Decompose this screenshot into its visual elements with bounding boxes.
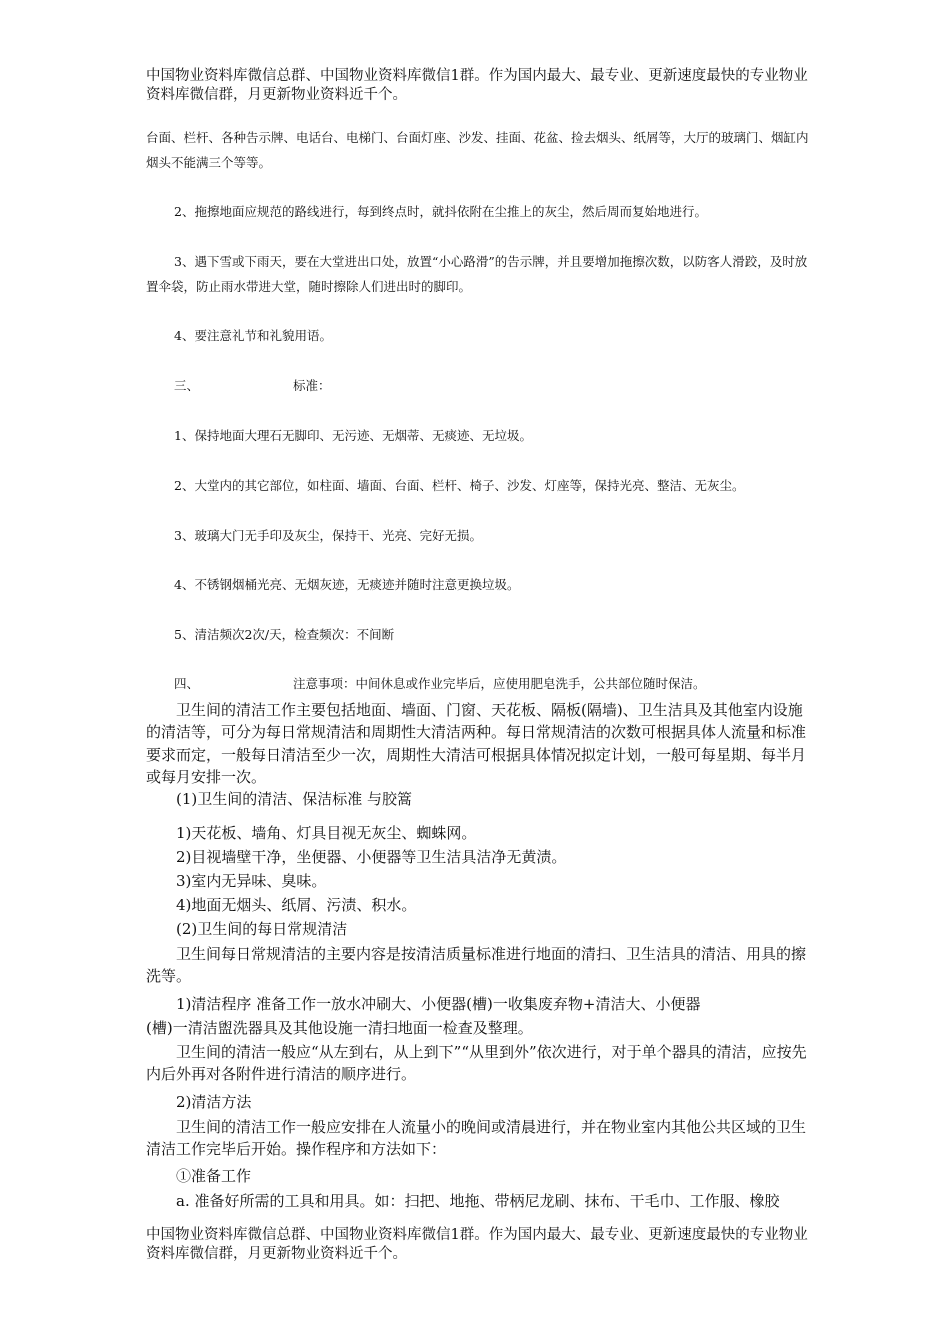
body-heading-4: ①准备工作 <box>176 1167 252 1185</box>
page-footer: 中国物业资料库微信总群、中国物业资料库微信1群。作为国内最大、最专业、更新速度最快的专业物业资料库微信群，月更新物业资料近千个。 <box>146 1227 808 1262</box>
lobby-paragraph-1: 台面、栏杆、各种告示牌、电话台、电梯门、台面灯座、沙发、挂面、花盆、捡去烟头、纸屑等，大厅的玻璃门、烟缸内烟头不能满三个等等。 <box>146 130 809 170</box>
body-paragraph-2: 卫生间的清洁一般应“从左到右，从上到下”“从里到外”依次进行，对于单个器具的清洁，应按先内后外再对各附件进行清洁的顺序进行。 <box>146 1043 807 1084</box>
body-procedure-line-2: (槽)一清洁盥洗器具及其他设施一清扫地面一检查及整理。 <box>146 1019 533 1037</box>
body-standard-4: 4)地面无烟头、纸屑、污渍、积水。 <box>176 896 417 914</box>
standard-item-5: 5、清洁频次2次/天，检查频次：不间断 <box>174 627 395 642</box>
body-standard-3: 3)室内无异味、臭味。 <box>176 872 327 890</box>
standard-item-4: 4、不锈钢烟桶光亮、无烟灰迹，无痰迹并随时注意更换垃圾。 <box>174 577 520 592</box>
body-heading-3: 2)清洁方法 <box>176 1093 252 1111</box>
body-heading-2: (2)卫生间的每日常规清洁 <box>176 920 348 938</box>
section-3-number: 三、 <box>174 378 200 393</box>
section-3-title: 标准： <box>293 378 331 393</box>
page-header: 中国物业资料库微信总群、中国物业资料库微信1群。作为国内最大、最专业、更新速度最快的专业物业资料库微信群，月更新物业资料近千个。 <box>146 68 808 103</box>
section-4-heading <box>174 674 838 694</box>
body-paragraph-1: 卫生间每日常规清洁的主要内容是按清洁质量标准进行地面的清扫、卫生洁具的清洁、用具的擦洗等。 <box>146 945 807 986</box>
body-paragraph-4: a. 准备好所需的工具和用具。如：扫把、地拖、带柄尼龙刷、抹布、干毛巾、工作服、橡胶 <box>176 1192 780 1210</box>
section-4-text: 注意事项：中间休息或作业完毕后，应使用肥皂洗手，公共部位随时保洁。 <box>293 676 706 691</box>
lobby-paragraph-2: 2、拖擦地面应规范的路线进行，每到终点时，就抖依附在尘推上的灰尘，然后周而复始地进行。 <box>174 204 707 219</box>
section-4-number: 四、 <box>174 676 200 691</box>
body-heading-1: (1)卫生间的清洁、保洁标准 与胶篙 <box>176 790 413 808</box>
body-intro: 卫生间的清洁工作主要包括地面、墙面、门窗、天花板、隔板(隔墙)、卫生洁具及其他室内设施的清洁等，可分为每日常规清洁和周期性大清洁两种。每日常规清洁的次数可根据具体人流量和标准要求而定，一般每日清洁至少一次，周期性大清洁可根据具体情况拟定计划，一般可每星期、每半月或每月安排一次。 <box>146 701 807 786</box>
body-standard-1: 1)天花板、墙角、灯具目视无灰尘、蜘蛛网。 <box>176 824 477 842</box>
standard-item-2: 2、大堂内的其它部位，如柱面、墙面、台面、栏杆、椅子、沙发、灯座等，保持光亮、整洁、无灰尘。 <box>174 478 745 493</box>
body-paragraph-3: 卫生间的清洁工作一般应安排在人流量小的晚间或清晨进行，并在物业室内其他公共区域的卫生清洁工作完毕后开始。操作程序和方法如下： <box>146 1118 807 1159</box>
section-3-heading <box>174 376 838 396</box>
body-procedure-line-1: 1)清洁程序 准备工作一放水冲刷大、小便器(槽)一收集废弃物+清洁大、小便器 <box>176 995 701 1013</box>
lobby-paragraph-4: 4、要注意礼节和礼貌用语。 <box>174 328 332 343</box>
standard-item-3: 3、玻璃大门无手印及灰尘，保持干、光亮、完好无损。 <box>174 528 482 543</box>
lobby-paragraph-3: 3、遇下雪或下雨天，要在大堂进出口处，放置“小心路滑”的告示牌，并且要增加拖擦次数，以防客人滑跤，及时放置伞袋，防止雨水带进大堂，随时擦除人们进出时的脚印。 <box>146 254 808 294</box>
standard-item-1: 1、保持地面大理石无脚印、无污迹、无烟蒂、无痰迹、无垃圾。 <box>174 428 532 443</box>
body-standard-2: 2)目视墙壁干净，坐便器、小便器等卫生洁具洁净无黄渍。 <box>176 848 567 866</box>
